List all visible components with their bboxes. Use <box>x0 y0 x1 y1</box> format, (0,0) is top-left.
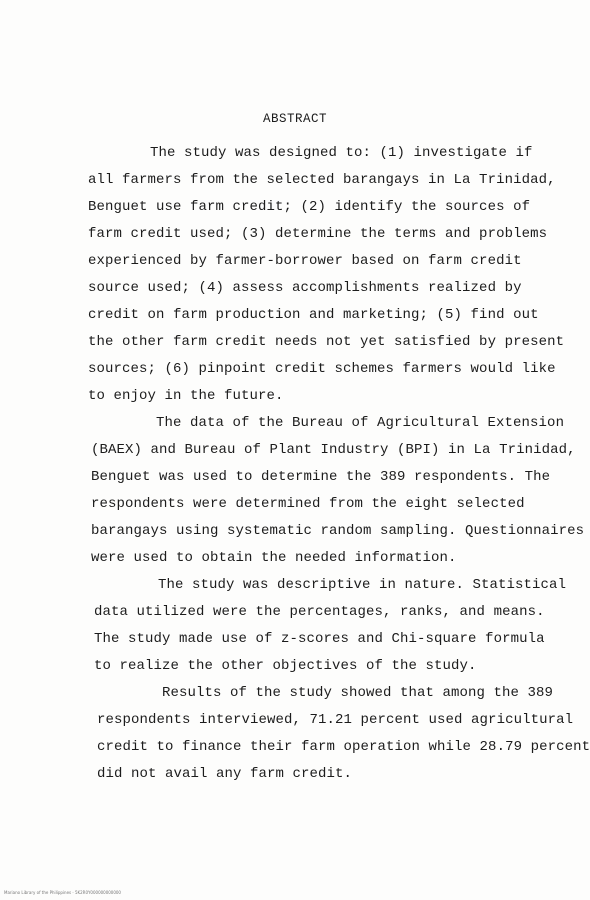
text-line: Results of the study showed that among the 389 <box>162 685 554 701</box>
text-line: The study was designed to: (1) investigate if <box>150 145 533 161</box>
text-line: The data of the Bureau of Agricultural Extension <box>156 415 565 431</box>
abstract-title: ABSTRACT <box>262 112 327 126</box>
text-line: Benguet was used to determine the 389 respondents. The <box>91 469 551 485</box>
text-line: farm credit used; (3) determine the terms and problems <box>88 226 548 242</box>
text-line: respondents were determined from the eight selected <box>91 496 525 512</box>
text-line: credit on farm production and marketing; (5) find out <box>88 307 539 323</box>
library-footer: Mariano Library of the Philippines · 5K2R0Y000000000000 <box>4 890 121 895</box>
text-line: to enjoy in the future. <box>88 388 284 404</box>
text-line: credit to finance their farm operation while 28.79 percent <box>97 739 590 755</box>
text-line: were used to obtain the needed information. <box>91 550 457 566</box>
text-line: sources; (6) pinpoint credit schemes farmers would like <box>88 361 556 377</box>
text-line: (BAEX) and Bureau of Plant Industry (BPI) in La Trinidad, <box>91 442 576 458</box>
text-line: The study made use of z-scores and Chi-square formula <box>94 631 545 647</box>
text-line: the other farm credit needs not yet satisfied by present <box>88 334 565 350</box>
text-line: The study was descriptive in nature. Statistical <box>158 577 567 593</box>
text-line: source used; (4) assess accomplishments realized by <box>88 280 522 296</box>
text-line: to realize the other objectives of the study. <box>94 658 477 674</box>
text-line: respondents interviewed, 71.21 percent used agricultural <box>97 712 574 728</box>
text-line: all farmers from the selected barangays in La Trinidad, <box>88 172 556 188</box>
text-line: Benguet use farm credit; (2) identify the sources of <box>88 199 531 215</box>
text-line: experienced by farmer-borrower based on farm credit <box>88 253 522 269</box>
text-line: barangays using systematic random sampling. Questionnaires <box>91 523 585 539</box>
text-line: data utilized were the percentages, ranks, and means. <box>94 604 545 620</box>
text-line: did not avail any farm credit. <box>97 766 353 782</box>
